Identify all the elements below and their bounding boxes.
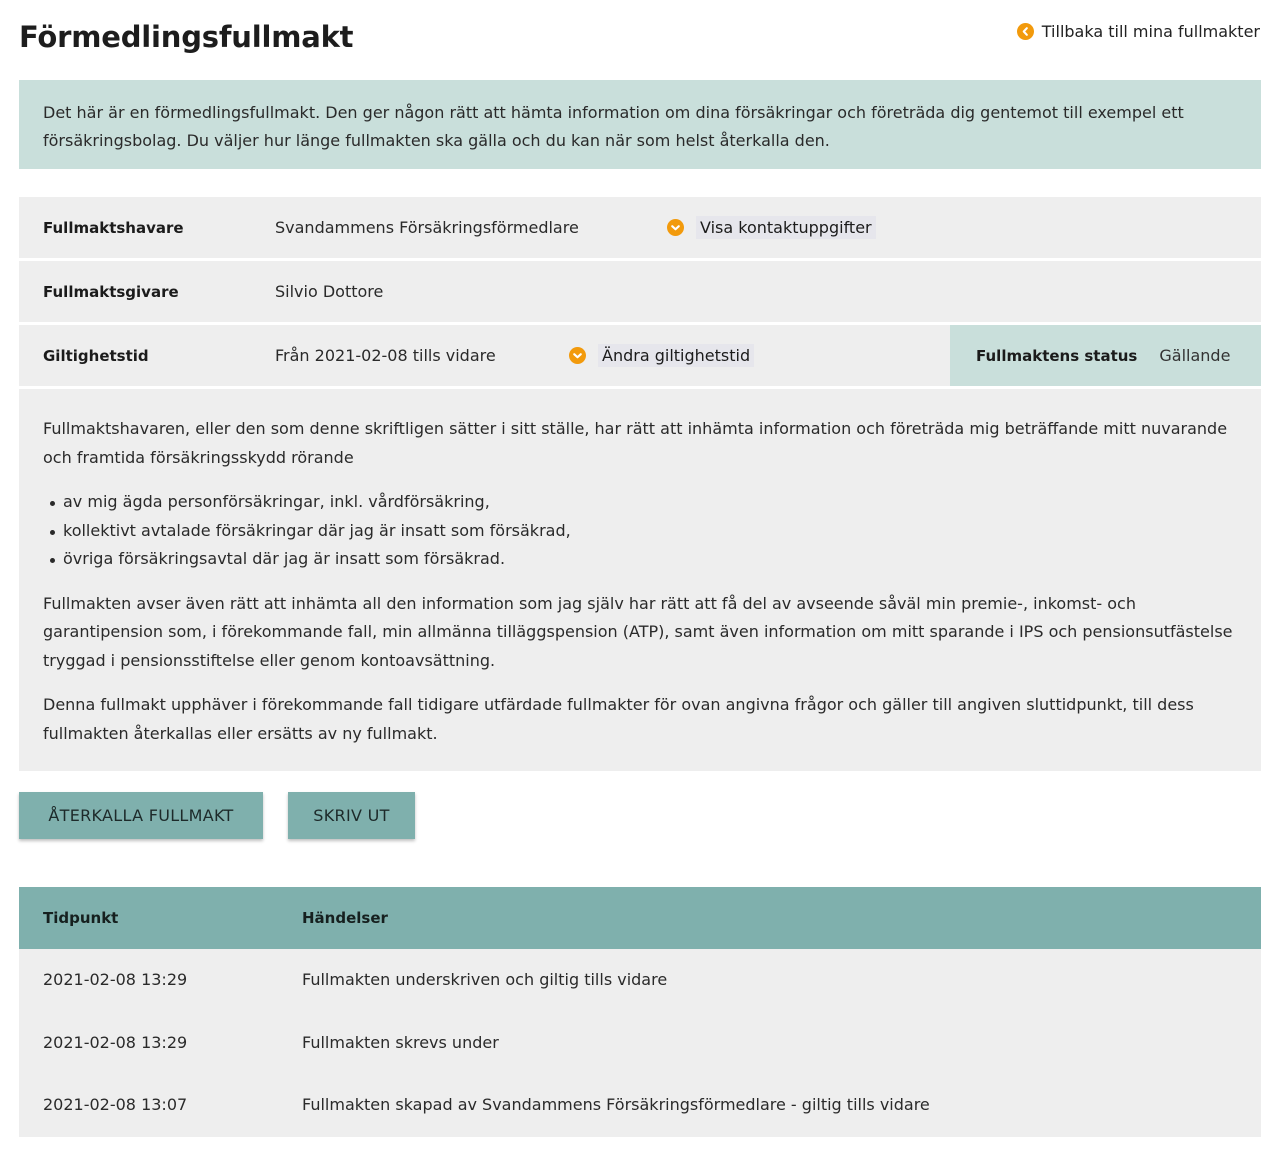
table-header <box>19 887 1261 949</box>
change-validity-toggle[interactable] <box>569 344 754 367</box>
list-item: övriga försäkringsavtal där jag är insatt som försäkrad. <box>49 545 1237 574</box>
terms-panel <box>19 389 1261 771</box>
row-event: Fullmakten skrevs under <box>302 1032 499 1052</box>
table-row <box>19 949 1261 1012</box>
terms-paragraph-2: Fullmakten avser även rätt att inhämta all den information som jag själv har rätt att få del av avseende såväl min premie-, inkomst- och garantipension som, i förekommande fall, min allmänna tilläggspension (ATP), samt även information om mitt sparande i IPS och pensionsutfästelse tryggad i pensionsstiftelse eller genom kontoavsättning. <box>43 593 1233 670</box>
terms-paragraph-3: Denna fullmakt upphäver i förekommande fall tidigare utfärdade fullmakter för ovan angivna frågor och gäller till angiven sluttidpunkt, till dess fullmakten återkallas eller ersätts av ny fullmakt. <box>43 695 1194 743</box>
column-header-events: Händelser <box>302 909 388 927</box>
back-link-label: Tillbaka till mina fullmakter <box>1041 22 1260 41</box>
chevron-left-circle-icon <box>1017 23 1034 40</box>
intro-text: Det här är en förmedlingsfullmakt. Den ger någon rätt att hämta information om dina försäkringar och företräda dig gentemot till exempel ett försäkringsbolag. Du väljer hur länge fullmakten ska gälla och du kan när som helst återkalla den. <box>43 103 1184 150</box>
change-validity-label: Ändra giltighetstid <box>598 344 754 367</box>
print-button[interactable]: SKRIV UT <box>288 792 415 839</box>
validity-value: Från 2021-02-08 tills vidare <box>275 346 496 365</box>
status-label: Fullmaktens status <box>976 346 1138 365</box>
giver-label: Fullmaktsgivare <box>43 282 179 301</box>
terms-paragraph-1: Fullmaktshavaren, eller den som denne skriftligen sätter i sitt ställe, har rätt att inhämta information och företräda mig beträffande mitt nuvarande och framtida försäkringsskydd rörande <box>43 419 1228 467</box>
column-header-time: Tidpunkt <box>43 909 119 927</box>
validity-label: Giltighetstid <box>43 346 149 365</box>
list-item: av mig ägda personförsäkringar, inkl. vårdförsäkring, <box>49 488 1237 517</box>
row-time: 2021-02-08 13:29 <box>43 970 188 989</box>
chevron-down-circle-icon <box>667 219 684 236</box>
giver-row <box>19 261 1261 322</box>
list-item: kollektivt avtalade försäkringar där jag är insatt som försäkrad, <box>49 517 1237 546</box>
terms-list <box>43 488 1237 574</box>
giver-value: Silvio Dottore <box>275 282 384 301</box>
status-badge: Gällande <box>1159 346 1231 365</box>
table-row <box>19 1012 1261 1075</box>
row-event: Fullmakten skapad av Svandammens Försäkringsförmedlare - giltig tills vidare <box>302 1095 930 1114</box>
holder-label: Fullmaktshavare <box>43 218 184 237</box>
revoke-authorization-button[interactable]: ÅTERKALLA FULLMAKT <box>19 792 263 839</box>
show-contact-details-toggle[interactable] <box>667 216 876 239</box>
table-row <box>19 1074 1261 1137</box>
validity-row <box>19 325 1261 386</box>
status-box <box>950 325 1261 386</box>
intro-info-box <box>19 80 1261 169</box>
holder-row <box>19 197 1261 258</box>
page-title: Förmedlingsfullmakt <box>19 20 354 54</box>
row-event: Fullmakten underskriven och giltig tills vidare <box>302 970 668 989</box>
event-log-table <box>19 887 1261 1137</box>
row-time: 2021-02-08 13:29 <box>43 1032 188 1052</box>
chevron-down-circle-icon <box>569 347 586 364</box>
row-time: 2021-02-08 13:07 <box>43 1095 188 1114</box>
back-to-my-authorizations-link[interactable] <box>1017 22 1260 41</box>
show-contact-details-label: Visa kontaktuppgifter <box>696 216 876 239</box>
holder-value: Svandammens Försäkringsförmedlare <box>275 218 579 237</box>
